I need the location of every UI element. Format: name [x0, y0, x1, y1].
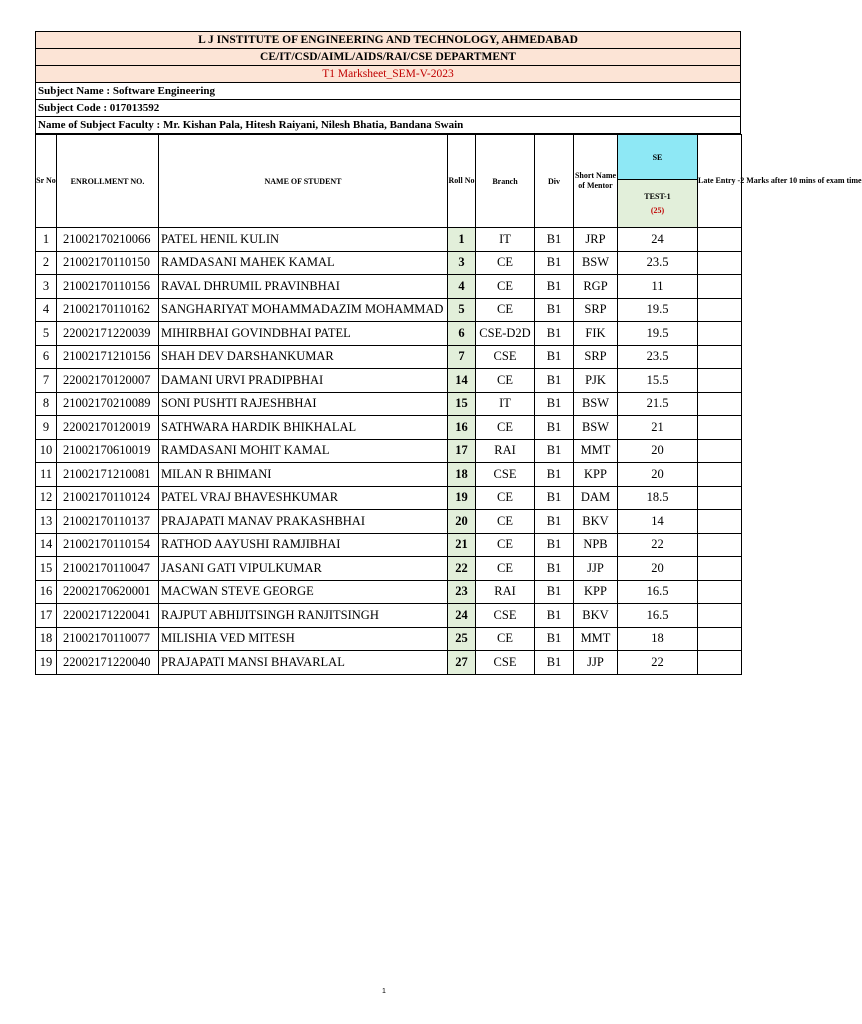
branch-cell: CE — [476, 298, 535, 322]
mentor-cell: FIK — [574, 322, 618, 346]
late-entry-cell — [698, 416, 742, 440]
roll-cell: 22 — [448, 557, 476, 581]
table-row — [36, 627, 742, 651]
enrollment-cell: 21002170110162 — [57, 298, 159, 322]
late-entry-cell — [698, 463, 742, 487]
sr-cell: 17 — [36, 604, 57, 628]
test-score-cell: 16.5 — [618, 604, 698, 628]
roll-cell: 27 — [448, 651, 476, 675]
mentor-cell: BKV — [574, 604, 618, 628]
marks-table — [35, 134, 862, 675]
roll-cell: 18 — [448, 463, 476, 487]
test-score-cell: 22 — [618, 533, 698, 557]
sr-cell: 6 — [36, 345, 57, 369]
student-name-cell: RAMDASANI MOHIT KAMAL — [159, 439, 448, 463]
sr-cell: 10 — [36, 439, 57, 463]
enrollment-cell: 21002170110124 — [57, 486, 159, 510]
div-cell: B1 — [535, 275, 574, 299]
roll-cell: 5 — [448, 298, 476, 322]
sr-cell: 19 — [36, 651, 57, 675]
student-name-cell: RAJPUT ABHIJITSINGH RANJITSINGH — [159, 604, 448, 628]
div-cell: B1 — [535, 228, 574, 252]
student-name-cell: PRAJAPATI MANAV PRAKASHBHAI — [159, 510, 448, 534]
col-mentor: Short Name of Mentor — [574, 135, 618, 228]
enrollment-cell: 21002170110150 — [57, 251, 159, 275]
mentor-cell: MMT — [574, 439, 618, 463]
late-entry-cell — [698, 251, 742, 275]
roll-cell: 1 — [448, 228, 476, 252]
marksheet-title: T1 Marksheet_SEM-V-2023 — [35, 66, 741, 83]
table-row — [36, 392, 742, 416]
enrollment-cell: 21002170210089 — [57, 392, 159, 416]
late-entry-cell — [698, 533, 742, 557]
mentor-cell: PJK — [574, 369, 618, 393]
enrollment-cell: 21002171210081 — [57, 463, 159, 487]
student-name-cell: MILAN R BHIMANI — [159, 463, 448, 487]
branch-cell: CE — [476, 510, 535, 534]
sr-cell: 14 — [36, 533, 57, 557]
test-score-cell: 20 — [618, 463, 698, 487]
col-late-entry: Late Entry -2 Marks after 10 mins of exam time — [698, 135, 742, 228]
student-name-cell: RAMDASANI MAHEK KAMAL — [159, 251, 448, 275]
table-row — [36, 251, 742, 275]
branch-cell: CE — [476, 557, 535, 581]
sr-cell: 7 — [36, 369, 57, 393]
table-row — [36, 580, 742, 604]
test-score-cell: 24 — [618, 228, 698, 252]
mentor-cell: JRP — [574, 228, 618, 252]
student-name-cell: JASANI GATI VIPULKUMAR — [159, 557, 448, 581]
col-enrollment: ENROLLMENT NO. — [57, 135, 159, 228]
sr-cell: 9 — [36, 416, 57, 440]
sr-cell: 2 — [36, 251, 57, 275]
sr-cell: 12 — [36, 486, 57, 510]
late-entry-cell — [698, 627, 742, 651]
sr-cell: 4 — [36, 298, 57, 322]
roll-cell: 25 — [448, 627, 476, 651]
col-div: Div — [535, 135, 574, 228]
test-score-cell: 20 — [618, 557, 698, 581]
student-name-cell: DAMANI URVI PRADIPBHAI — [159, 369, 448, 393]
enrollment-cell: 21002171210156 — [57, 345, 159, 369]
late-entry-cell — [698, 510, 742, 534]
test-score-cell: 18.5 — [618, 486, 698, 510]
late-entry-cell — [698, 604, 742, 628]
subject-faculty: Name of Subject Faculty : Mr. Kishan Pala, Hitesh Raiyani, Nilesh Bhatia, Bandana Swain — [35, 117, 741, 134]
div-cell: B1 — [535, 580, 574, 604]
roll-cell: 17 — [448, 439, 476, 463]
sr-cell: 1 — [36, 228, 57, 252]
test-score-cell: 22 — [618, 651, 698, 675]
branch-cell: CSE — [476, 651, 535, 675]
mentor-cell: DAM — [574, 486, 618, 510]
test-score-cell: 20 — [618, 439, 698, 463]
late-entry-cell — [698, 369, 742, 393]
page-number: 1 — [382, 988, 386, 995]
student-name-cell: RATHOD AAYUSHI RAMJIBHAI — [159, 533, 448, 557]
div-cell: B1 — [535, 369, 574, 393]
enrollment-cell: 21002170110077 — [57, 627, 159, 651]
enrollment-cell: 21002170110154 — [57, 533, 159, 557]
table-row — [36, 533, 742, 557]
branch-cell: IT — [476, 228, 535, 252]
col-test — [618, 180, 698, 228]
test-score-cell: 16.5 — [618, 580, 698, 604]
test-score-cell: 23.5 — [618, 345, 698, 369]
div-cell: B1 — [535, 463, 574, 487]
student-name-cell: MILISHIA VED MITESH — [159, 627, 448, 651]
test-label: TEST-1 — [644, 191, 671, 201]
enrollment-cell: 21002170110047 — [57, 557, 159, 581]
table-row — [36, 228, 742, 252]
table-row — [36, 604, 742, 628]
div-cell: B1 — [535, 604, 574, 628]
student-name-cell: SANGHARIYAT MOHAMMADAZIM MOHAMMAD — [159, 298, 448, 322]
marksheet — [35, 31, 862, 675]
mentor-cell: SRP — [574, 298, 618, 322]
test-score-cell: 19.5 — [618, 322, 698, 346]
sr-cell: 16 — [36, 580, 57, 604]
col-sr: Sr No — [36, 135, 57, 228]
roll-cell: 24 — [448, 604, 476, 628]
late-entry-cell — [698, 580, 742, 604]
branch-cell: RAI — [476, 580, 535, 604]
test-score-cell: 19.5 — [618, 298, 698, 322]
branch-cell: CE — [476, 416, 535, 440]
enrollment-cell: 22002170120019 — [57, 416, 159, 440]
branch-cell: CSE — [476, 463, 535, 487]
col-roll: Roll No — [448, 135, 476, 228]
branch-cell: CSE — [476, 345, 535, 369]
late-entry-cell — [698, 486, 742, 510]
roll-cell: 16 — [448, 416, 476, 440]
test-score-cell: 21 — [618, 416, 698, 440]
table-header — [36, 135, 862, 228]
sr-cell: 18 — [36, 627, 57, 651]
div-cell: B1 — [535, 416, 574, 440]
roll-cell: 7 — [448, 345, 476, 369]
table-row — [36, 369, 742, 393]
div-cell: B1 — [535, 533, 574, 557]
mentor-cell: RGP — [574, 275, 618, 299]
mentor-cell: KPP — [574, 580, 618, 604]
student-name-cell: MACWAN STEVE GEORGE — [159, 580, 448, 604]
student-name-cell: SHAH DEV DARSHANKUMAR — [159, 345, 448, 369]
table-row — [36, 439, 742, 463]
student-name-cell: SATHWARA HARDIK BHIKHALAL — [159, 416, 448, 440]
sr-cell: 13 — [36, 510, 57, 534]
student-name-cell: RAVAL DHRUMIL PRAVINBHAI — [159, 275, 448, 299]
div-cell: B1 — [535, 627, 574, 651]
table-row — [36, 463, 742, 487]
late-entry-cell — [698, 275, 742, 299]
test-score-cell: 14 — [618, 510, 698, 534]
div-cell: B1 — [535, 298, 574, 322]
mentor-cell: BSW — [574, 392, 618, 416]
sr-cell: 3 — [36, 275, 57, 299]
col-branch: Branch — [476, 135, 535, 228]
test-score-cell: 21.5 — [618, 392, 698, 416]
roll-cell: 15 — [448, 392, 476, 416]
branch-cell: CE — [476, 275, 535, 299]
student-name-cell: SONI PUSHTI RAJESHBHAI — [159, 392, 448, 416]
div-cell: B1 — [535, 439, 574, 463]
mentor-cell: SRP — [574, 345, 618, 369]
subject-name: Subject Name : Software Engineering — [35, 83, 741, 100]
late-entry-cell — [698, 439, 742, 463]
table-row — [36, 322, 742, 346]
mentor-cell: MMT — [574, 627, 618, 651]
institute-title: L J INSTITUTE OF ENGINEERING AND TECHNOLOGY, AHMEDABAD — [35, 31, 741, 49]
enrollment-cell: 21002170110156 — [57, 275, 159, 299]
enrollment-cell: 21002170110137 — [57, 510, 159, 534]
late-entry-cell — [698, 345, 742, 369]
late-entry-cell — [698, 557, 742, 581]
late-entry-cell — [698, 392, 742, 416]
mentor-cell: BKV — [574, 510, 618, 534]
student-name-cell: PATEL VRAJ BHAVESHKUMAR — [159, 486, 448, 510]
roll-cell: 4 — [448, 275, 476, 299]
enrollment-cell: 22002170620001 — [57, 580, 159, 604]
table-body — [36, 228, 742, 675]
table-row — [36, 510, 742, 534]
branch-cell: CE — [476, 627, 535, 651]
table-row — [36, 275, 742, 299]
table-row — [36, 486, 742, 510]
branch-cell: CE — [476, 486, 535, 510]
late-entry-cell — [698, 651, 742, 675]
test-score-cell: 15.5 — [618, 369, 698, 393]
branch-cell: CE — [476, 369, 535, 393]
div-cell: B1 — [535, 557, 574, 581]
sr-cell: 5 — [36, 322, 57, 346]
late-entry-cell — [698, 322, 742, 346]
branch-cell: CE — [476, 533, 535, 557]
test-max-marks: (25) — [650, 205, 665, 215]
late-entry-cell — [698, 298, 742, 322]
mentor-cell: JJP — [574, 651, 618, 675]
mentor-cell: JJP — [574, 557, 618, 581]
enrollment-cell: 22002171220041 — [57, 604, 159, 628]
mentor-cell: NPB — [574, 533, 618, 557]
col-subject: SE — [618, 135, 698, 180]
student-name-cell: PRAJAPATI MANSI BHAVARLAL — [159, 651, 448, 675]
table-row — [36, 557, 742, 581]
mentor-cell: BSW — [574, 416, 618, 440]
table-row — [36, 651, 742, 675]
table-row — [36, 298, 742, 322]
enrollment-cell: 22002171220039 — [57, 322, 159, 346]
enrollment-cell: 22002170120007 — [57, 369, 159, 393]
department-title: CE/IT/CSD/AIML/AIDS/RAI/CSE DEPARTMENT — [35, 49, 741, 66]
roll-cell: 6 — [448, 322, 476, 346]
div-cell: B1 — [535, 345, 574, 369]
test-score-cell: 18 — [618, 627, 698, 651]
sr-cell: 15 — [36, 557, 57, 581]
div-cell: B1 — [535, 392, 574, 416]
roll-cell: 14 — [448, 369, 476, 393]
sr-cell: 8 — [36, 392, 57, 416]
test-score-cell: 23.5 — [618, 251, 698, 275]
subject-code: Subject Code : 017013592 — [35, 100, 741, 117]
test-score-cell: 11 — [618, 275, 698, 299]
roll-cell: 23 — [448, 580, 476, 604]
table-row — [36, 345, 742, 369]
div-cell: B1 — [535, 510, 574, 534]
student-name-cell: PATEL HENIL KULIN — [159, 228, 448, 252]
table-row — [36, 416, 742, 440]
roll-cell: 20 — [448, 510, 476, 534]
mentor-cell: KPP — [574, 463, 618, 487]
enrollment-cell: 22002171220040 — [57, 651, 159, 675]
roll-cell: 19 — [448, 486, 476, 510]
branch-cell: RAI — [476, 439, 535, 463]
div-cell: B1 — [535, 322, 574, 346]
div-cell: B1 — [535, 651, 574, 675]
sr-cell: 11 — [36, 463, 57, 487]
col-name: NAME OF STUDENT — [159, 135, 448, 228]
mentor-cell: BSW — [574, 251, 618, 275]
roll-cell: 3 — [448, 251, 476, 275]
branch-cell: IT — [476, 392, 535, 416]
student-name-cell: MIHIRBHAI GOVINDBHAI PATEL — [159, 322, 448, 346]
enrollment-cell: 21002170210066 — [57, 228, 159, 252]
branch-cell: CSE — [476, 604, 535, 628]
div-cell: B1 — [535, 251, 574, 275]
branch-cell: CSE-D2D — [476, 322, 535, 346]
roll-cell: 21 — [448, 533, 476, 557]
branch-cell: CE — [476, 251, 535, 275]
div-cell: B1 — [535, 486, 574, 510]
enrollment-cell: 21002170610019 — [57, 439, 159, 463]
late-entry-cell — [698, 228, 742, 252]
